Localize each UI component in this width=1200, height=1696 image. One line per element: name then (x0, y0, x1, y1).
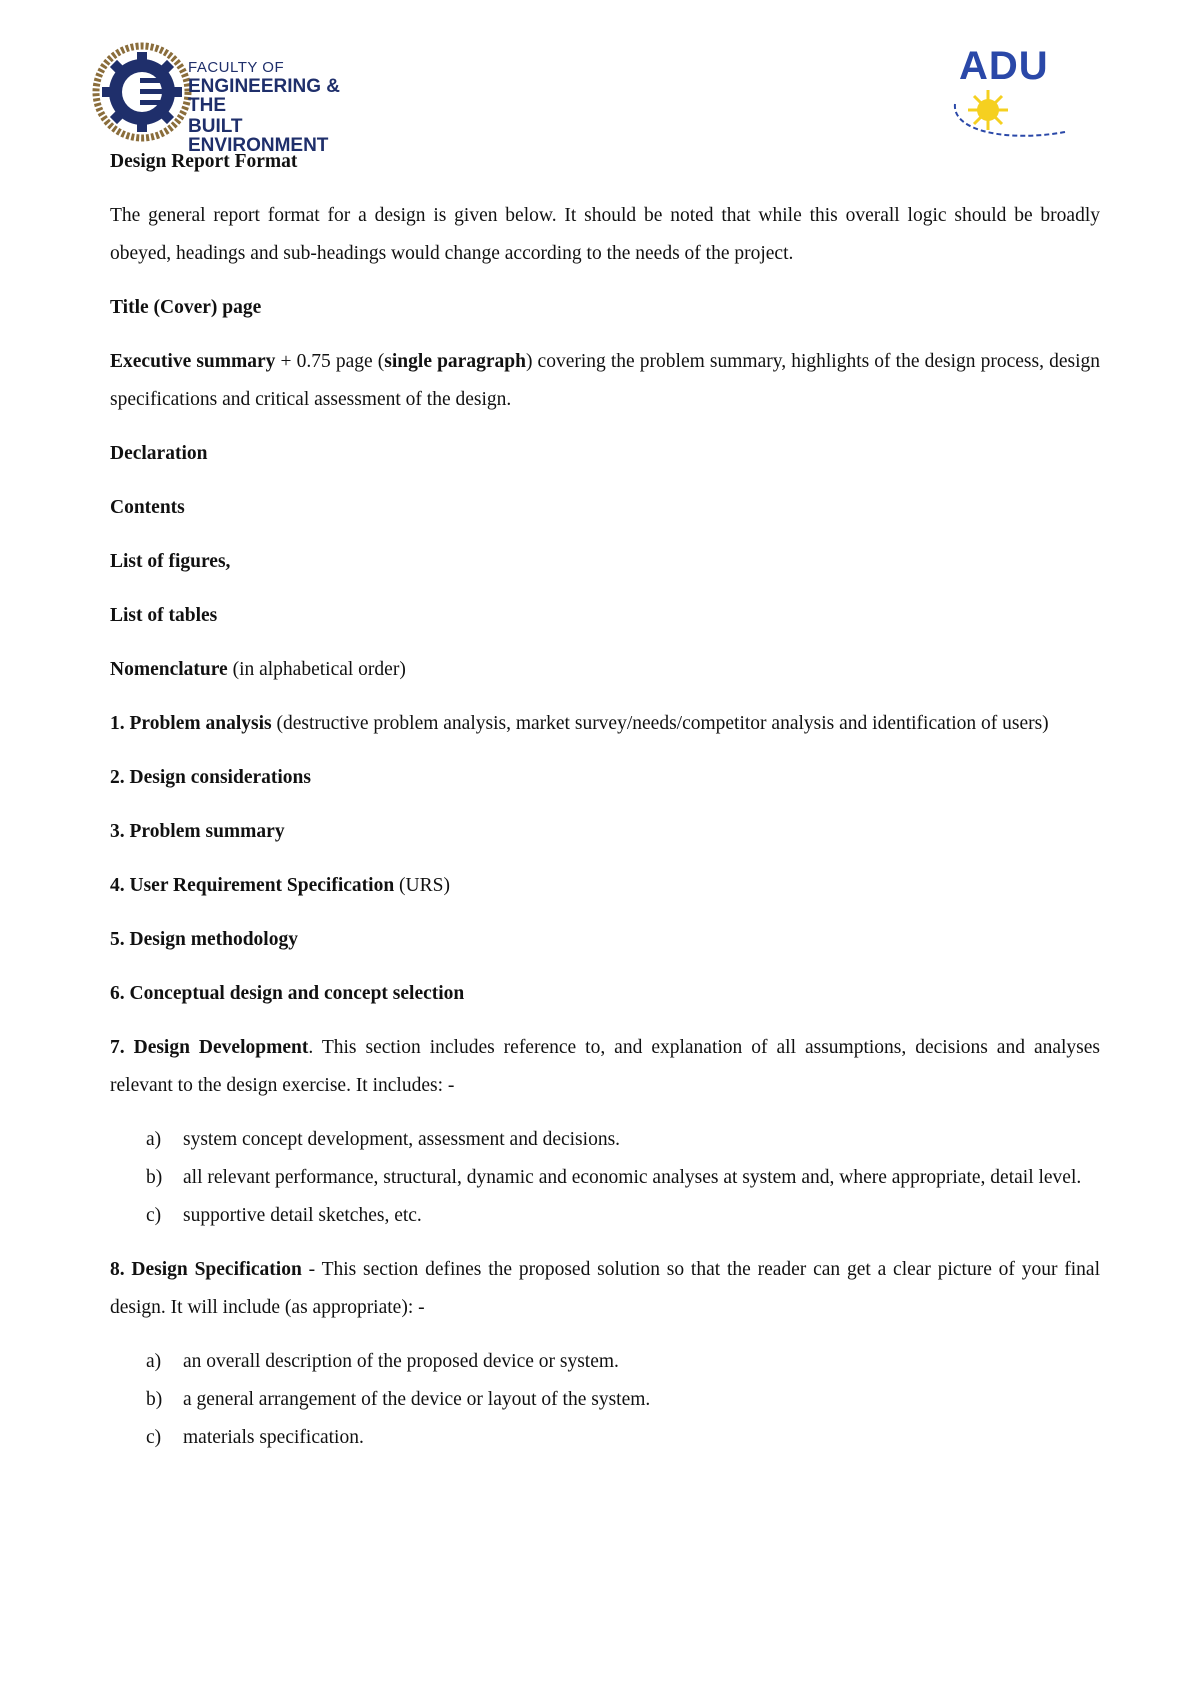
list-item-text: a general arrangement of the device or layout of the system. (183, 1389, 651, 1410)
section-4-paragraph (110, 867, 1100, 905)
list-item (110, 1343, 1100, 1381)
section-8-text: - This section defines the proposed solution so that the reader can get a clear picture of your final design. It will include (as appropriate): - (110, 1259, 1100, 1318)
exec-summary-heading: Executive summary (110, 351, 276, 372)
section-2-heading: 2. Design considerations (110, 767, 311, 788)
document-title: Design Report Format (110, 151, 298, 172)
adu-logo-text: ADU (959, 44, 1049, 88)
executive-summary-paragraph (110, 343, 1100, 419)
nomenclature-text: (in alphabetical order) (227, 659, 406, 680)
nomenclature-paragraph (110, 651, 1100, 689)
list-marker: a) (146, 1129, 162, 1150)
list-item-text: supportive detail sketches, etc. (183, 1205, 422, 1226)
section-7-text: . This section includes reference to, and explanation of all assumptions, decisions and analyses relevant to the design exercise. It includes: - (110, 1037, 1100, 1096)
gear-icon (92, 42, 192, 142)
section-4-heading: 4. User Requirement Specification (110, 875, 395, 896)
list-item (110, 1121, 1100, 1159)
list-item (110, 1159, 1100, 1197)
list-item-text: system concept development, assessment and decisions. (183, 1129, 621, 1150)
list-item (110, 1197, 1100, 1235)
list-item (110, 1419, 1100, 1457)
section-1-heading: 1. Problem analysis (110, 713, 272, 734)
exec-summary-emphasis: single paragraph (384, 351, 526, 372)
list-marker: c) (146, 1205, 162, 1226)
section-6-heading: 6. Conceptual design and concept selection (110, 983, 465, 1004)
section-7-heading: 7. Design Development (110, 1037, 309, 1058)
document-body (110, 143, 1100, 1473)
section-7-paragraph (110, 1029, 1100, 1105)
faculty-name (188, 60, 362, 155)
heading-contents: Contents (110, 497, 185, 518)
list-item-text: an overall description of the proposed device or system. (183, 1351, 619, 1372)
sun-icon (950, 42, 1070, 142)
faculty-logo (92, 42, 362, 156)
heading-list-of-tables: List of tables (110, 605, 218, 626)
section-5-heading: 5. Design methodology (110, 929, 298, 950)
section-4-text: (URS) (394, 875, 450, 896)
list-marker: a) (146, 1351, 162, 1372)
intro-paragraph: The general report format for a design is given below. It should be noted that while this overall logic should be broadly obeyed, headings and sub-headings would change according to the needs of the project. (110, 205, 1100, 264)
heading-list-of-figures: List of figures, (110, 551, 231, 572)
nomenclature-heading: Nomenclature (110, 659, 228, 680)
list-marker: b) (146, 1167, 163, 1188)
faculty-line3: BUILT ENVIRONMENT (188, 116, 329, 156)
exec-summary-text2: ) covering the problem summary, highlights of the design process, design specifications and critical assessment of the design. (110, 351, 1100, 410)
list-marker: c) (146, 1427, 162, 1448)
section-8-list (110, 1343, 1100, 1457)
section-8-paragraph (110, 1251, 1100, 1327)
page-header (0, 0, 1200, 156)
list-marker: b) (146, 1389, 163, 1410)
section-7-list (110, 1121, 1100, 1235)
exec-summary-text1: + 0.75 page ( (275, 351, 385, 372)
list-item-text: all relevant performance, structural, dynamic and economic analyses at system and, where appropriate, detail level. (183, 1167, 1082, 1188)
list-item (110, 1381, 1100, 1419)
section-1-paragraph (110, 705, 1100, 743)
adu-logo (950, 42, 1070, 142)
section-3-heading: 3. Problem summary (110, 821, 285, 842)
list-item-text: materials specification. (183, 1427, 364, 1448)
heading-title-page: Title (Cover) page (110, 297, 262, 318)
faculty-line2: ENGINEERING & THE (188, 76, 341, 116)
section-1-text: (destructive problem analysis, market survey/needs/competitor analysis and identification of users) (271, 713, 1049, 734)
section-8-heading: 8. Design Specification (110, 1259, 302, 1280)
heading-declaration: Declaration (110, 443, 208, 464)
faculty-line1: FACULTY OF (188, 59, 285, 76)
